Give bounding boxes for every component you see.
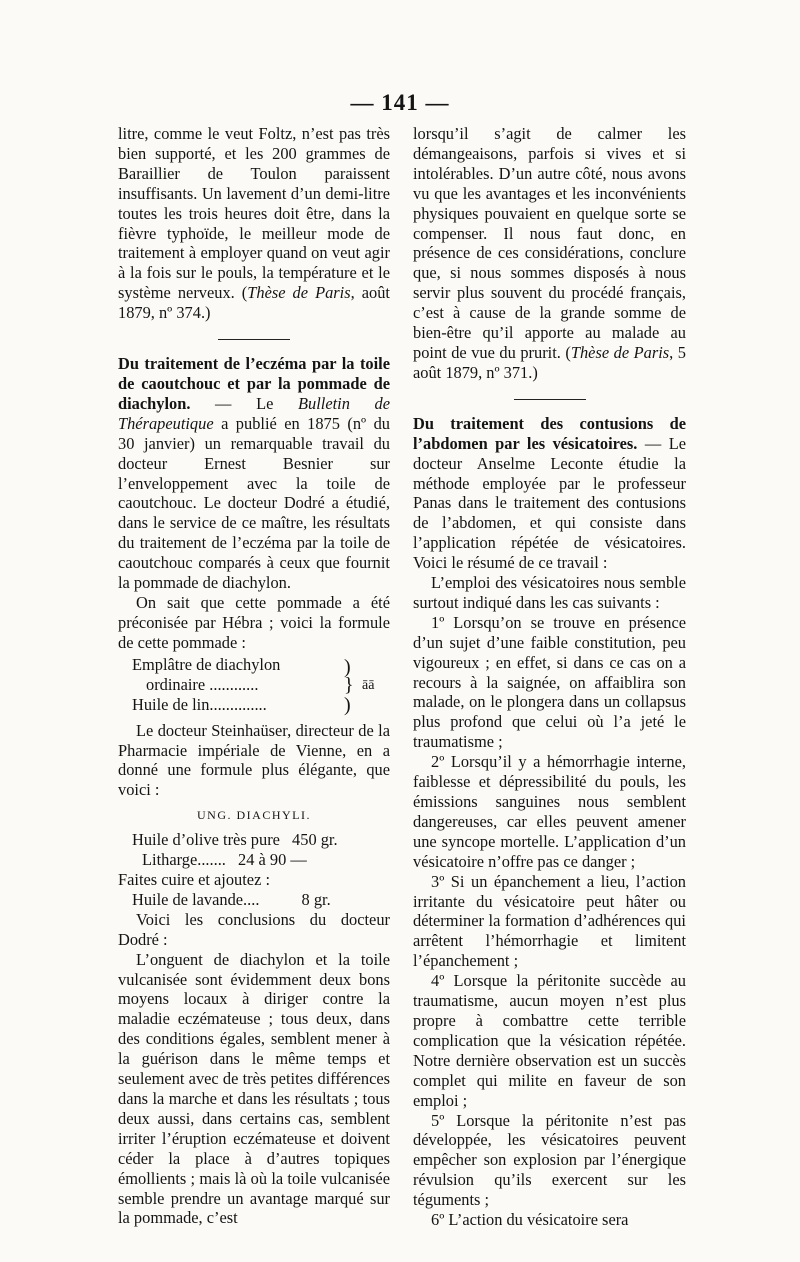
paragraph: Du traitement des contusions de l’abdomen par les vésicatoires. — Le docteur Anselme Leconte étudie la méthode employée par le professeur Panas dans le traitement des contusions de l’abdomen, et qui consiste dans l’application répétée de vésicatoires. Voici le résumé de ce travail : bbox=[413, 413, 687, 573]
brace: } bbox=[344, 673, 354, 696]
section-divider bbox=[218, 339, 290, 340]
formula-line: Huile de lin.............. bbox=[132, 694, 267, 714]
list-item: 2º Lorsqu’il y a hémorrhagie interne, faiblesse et dépressibilité du pouls, les émissions sanguines nous semblent dangereuses, car elles peuvent amener une syncope mortelle. L’application d’un vésicatoire n’offre pas ce danger ; bbox=[413, 752, 686, 871]
section-divider bbox=[514, 399, 586, 400]
formula-title: UNG. DIACHYLI. bbox=[197, 808, 311, 823]
list-item: 6º L’action du vésicatoire sera bbox=[431, 1210, 629, 1230]
formula-line: Emplâtre de diachylon bbox=[132, 654, 281, 674]
formula-line: Huile d’olive très pure 450 gr. bbox=[132, 830, 338, 850]
formula-line: ordinaire ............ bbox=[146, 674, 259, 694]
paragraph: Voici les conclusions du docteur Dodré : bbox=[118, 909, 390, 949]
formula-line: Litharge....... 24 à 90 — bbox=[142, 850, 307, 870]
list-item: 4º Lorsque la péritonite succède au traumatisme, aucun moyen n’est plus propre à combattre cette terrible complication que la vésication répétée. Notre dernière observation est un succès complet qui milite en faveur de son emploi ; bbox=[413, 971, 686, 1110]
paragraph: L’onguent de diachylon et la toile vulcanisée sont évidemment deux bons moyens locaux à diriger contre la maladie eczémateuse ; tous deux, dans des conditions égales, semblent mener à la guérison dans le même temps et seulement avec de très petites différences dans la marche et dans les résultats ; tous deux aussi, dans certains cas, semblent irriter l’éruption eczémateuse et doivent céder la place à d’autres topiques émollients ; mais là où la toile vulcanisée semble prendre un avantage marqué sur la pommade, c’est bbox=[118, 949, 390, 1228]
formula-steinhauser bbox=[118, 830, 390, 910]
formula-aa: āā bbox=[362, 677, 375, 693]
paragraph: Du traitement de l’eczéma par la toile de caoutchouc et par la pommade de diachylon. — Le Bulletin de Thérapeutique a publié en 1875 (nº du 30 janvier) un remarquable travail du docteur Ernest Besnier sur l’enveloppement avec la toile de caoutchouc. Le docteur Dodré a étudié, dans le service de ce maître, les résultats du traitement de l’eczéma par la toile de caoutchouc comparés à ceux que fournit la pommade de diachylon. bbox=[118, 354, 390, 593]
page-number: — 141 — bbox=[350, 90, 450, 115]
formula-hebra bbox=[132, 655, 390, 715]
section-heading: Du traitement de l’eczéma par la toile de caoutchouc et par la pommade de diachylon. bbox=[118, 354, 390, 413]
list-item: 5º Lorsque la péritonite n’est pas développée, les vésicatoires peuvent empêcher son explosion par l’énergique révulsion qu’ils exercent sur les téguments ; bbox=[413, 1110, 686, 1210]
formula-line: Faites cuire et ajoutez : bbox=[118, 870, 271, 889]
section-heading: Du traitement des contusions de l’abdomen par les vésicatoires. bbox=[413, 413, 686, 453]
formula-line: Huile de lavande.... 8 gr. bbox=[132, 889, 331, 909]
brace: ) bbox=[344, 655, 351, 678]
right-column bbox=[413, 124, 686, 1230]
left-column bbox=[118, 124, 390, 1228]
paragraph: On sait que cette pommade a été préconisée par Hébra ; voici la formule de cette pommade : bbox=[118, 592, 390, 652]
list-item: 3º Si un épanchement a lieu, l’action irritante du vésicatoire peut hâter ou déterminer la formation d’adhérences qui arrêtent l’hémorrhagie et limitent l’épanchement ; bbox=[413, 871, 686, 971]
paragraph: litre, comme le veut Foltz, n’est pas très bien supporté, et les 200 grammes de Baraillier de Toulon paraissent insuffisants. Un lavement d’un demi-litre toutes les trois heures doit être, dans la fièvre typhoïde, le meilleur mode de traitement à employer quand on veut agir à la fois sur le pouls, la température et le système nerveux. (Thèse de Paris, août 1879, nº 374.) bbox=[118, 124, 390, 323]
paragraph: lorsqu’il s’agit de calmer les démangeaisons, parfois si vives et si intolérables. D’un autre côté, nous avons vu que les avantages et les inconvénients physiques pouvaient en quelque sorte se compenser. Il nous faut donc, en présence de ces considérations, conclure que, si nous sommes disposés à nous servir plus souvent du procédé français, c’est à cause de la grande somme de bien-être qu’il apporte au malade au point de vue du prurit. (Thèse de Paris, 5 août 1879, nº 371.) bbox=[413, 124, 686, 382]
list-item: 1º Lorsqu’on se trouve en présence d’un sujet d’une faible constitution, peu vigoureux ; en effet, si dans ce cas on a recours à la saignée, on affaiblira son malade, on le plongera dans un collapsus plus profond que celui où l’a jeté le traumatisme ; bbox=[413, 612, 686, 752]
paragraph: L’emploi des vésicatoires nous semble surtout indiqué dans les cas suivants : bbox=[413, 573, 686, 612]
paragraph: Le docteur Steinhaüser, directeur de la Pharmacie impériale de Vienne, en a donné une formule plus élégante, que voici : bbox=[118, 720, 390, 800]
brace: ) bbox=[344, 693, 351, 716]
